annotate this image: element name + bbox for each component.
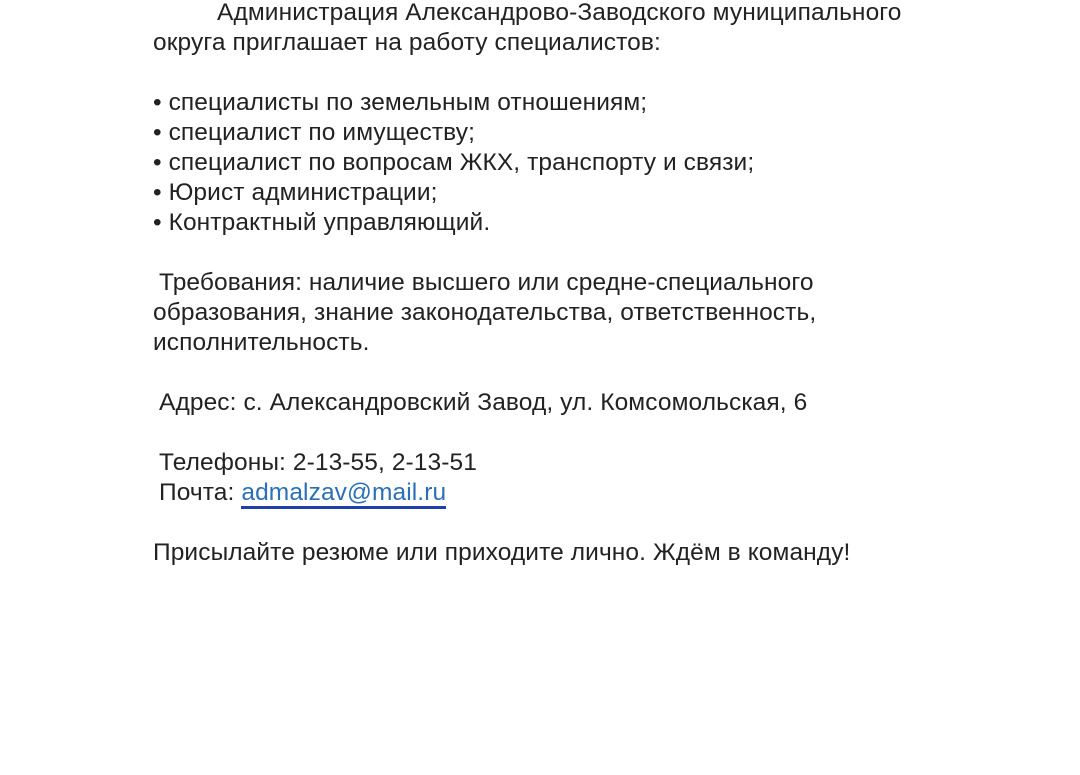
post-text	[153, 0, 1033, 568]
requirements-line-3: исполнительность.	[153, 329, 370, 356]
position-item: • Контрактный управляющий.	[153, 209, 491, 236]
spacer	[153, 238, 1033, 268]
spacer	[153, 58, 1033, 88]
position-item: • специалисты по земельным отношениям;	[153, 89, 648, 116]
requirements-line-2: образования, знание законодательства, ответственность,	[153, 299, 817, 326]
spacer	[153, 418, 1033, 448]
position-item: • Юрист администрации;	[153, 179, 438, 206]
position-item: • специалист по вопросам ЖКХ, транспорту и связи;	[153, 149, 755, 176]
address-line: Адрес: с. Александровский Завод, ул. Комсомольская, 6	[159, 389, 808, 416]
position-item: • специалист по имуществу;	[153, 119, 475, 146]
phones-line: Телефоны: 2-13-55, 2-13-51	[159, 449, 477, 476]
email-line	[153, 478, 1033, 508]
requirements-line-1: Требования: наличие высшего или средне-специального	[159, 269, 814, 296]
email-label: Почта:	[159, 479, 242, 506]
intro-line-1: Администрация Александрово-Заводского муниципального	[217, 0, 902, 26]
closing-line: Присылайте резюме или приходите лично. Ждём в команду!	[153, 539, 851, 566]
spacer	[153, 358, 1033, 388]
email-link[interactable]: admalzav@mail.ru	[241, 479, 446, 509]
spacer	[153, 508, 1033, 538]
intro-line-2: округа приглашает на работу специалистов:	[153, 29, 661, 56]
